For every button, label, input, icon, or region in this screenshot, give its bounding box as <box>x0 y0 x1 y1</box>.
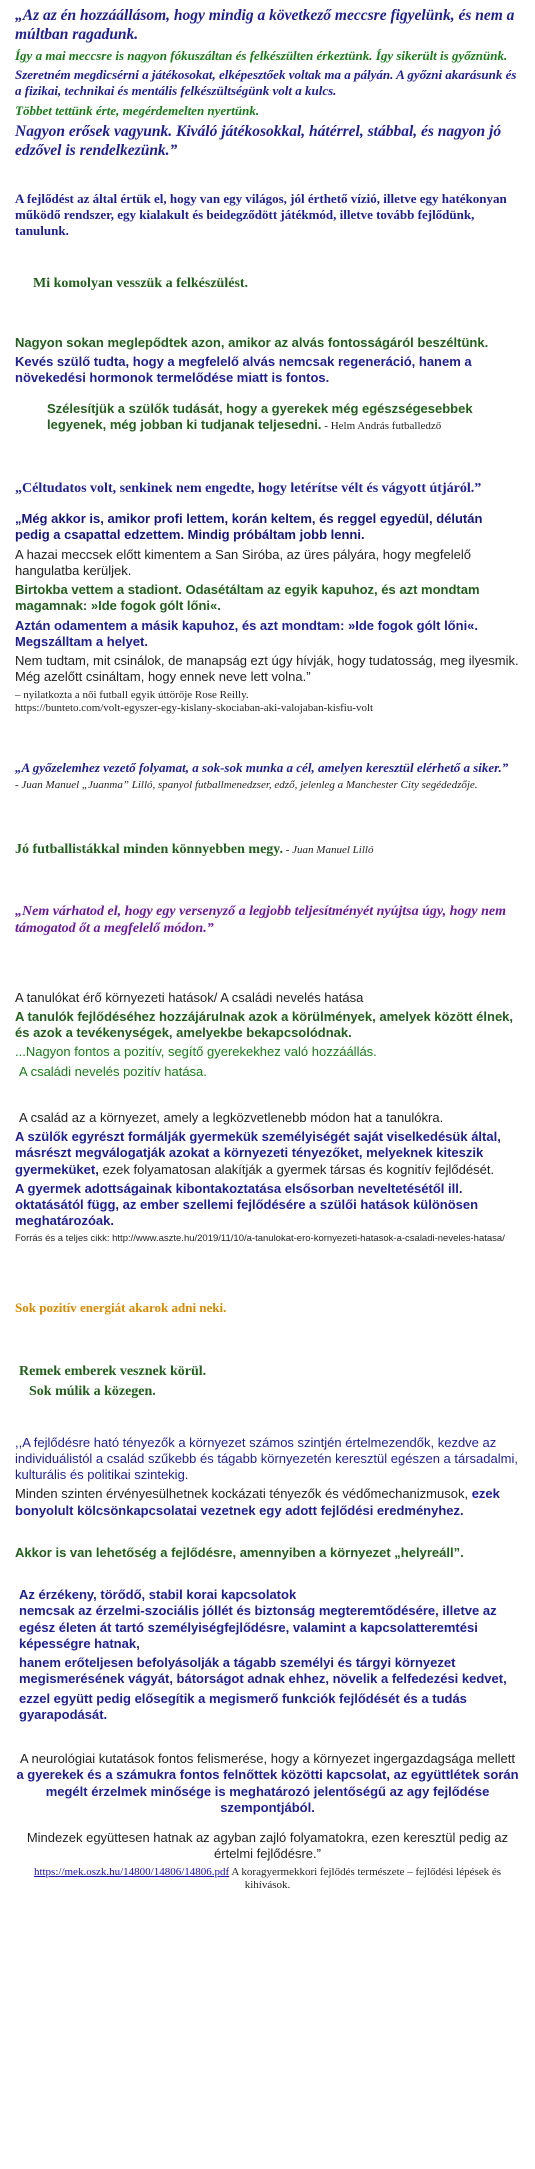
reilly-line: A hazai meccsek előtt kimentem a San Siróba, az üres pályára, hogy megfelelő hangulatba kerüljek. <box>15 546 471 578</box>
relationships-line: nemcsak az érzelmi-szociális jóllét és biztonság megteremtődésére, illetve az egész életen át tartó személyiségfejlődésre, valamint a kapcsolatteremtési képességre hatnak, <box>19 1603 497 1651</box>
reilly-block <box>15 480 520 717</box>
reilly-attribution: – nyilatkozta a női futball egyik úttörője Rose Reilly. <box>15 688 249 701</box>
factors-line <box>15 1486 520 1519</box>
factors-block <box>15 1435 520 1519</box>
lillo-players-quote: Jó futballistákkal minden könnyebben megy. <box>15 842 284 857</box>
neuro-emphasis: a gyerekek és a számukra fontos felnőttek közötti kapcsolat, az együttlétek során megélt érzelmek minősége is meghatározó jelentőségű az agy fejlődése szempontjából. <box>16 1767 519 1815</box>
reilly-source-url: https://bunteto.com/volt-egyszer-egy-kislany-skociaban-aki-valojaban-kisfiu-volt <box>15 702 374 715</box>
lillo-players-block <box>15 841 520 859</box>
lillo-quote: „A győzelemhez vezető folyamat, a sok-sok munka a cél, amelyen keresztül elérhető a siker.” <box>15 760 509 775</box>
sleep-attribution: - Helm András futballedző <box>321 419 442 432</box>
relationships-line: hanem erőteljesen befolyásolják a tágabb személyi és tárgyi környezet megismerésének vágyát, bátorságot adnak ehhez, növelik a felfedezési kedvet, <box>19 1655 507 1687</box>
reilly-headline: „Céltudatos volt, senkinek nem engedte, hogy letérítse vélt és vágyott útjáról.” <box>15 480 482 496</box>
people-block <box>15 1363 520 1401</box>
relationships-line: ezzel együtt pedig elősegítik a megismerő funkciók fejlődését és a tudás gyarapodását. <box>19 1690 467 1722</box>
support-quote-block <box>15 903 520 938</box>
family-source: Forrás és a teljes cikk: http://www.aszte.hu/2019/11/10/a-tanulokat-ero-kornyezeti-hatasok-a-csaladi-neveles-hatasa/ <box>15 1232 505 1244</box>
relationships-block <box>15 1587 520 1723</box>
paragraph-text: A fejlődést az által értük el, hogy van egy világos, jól érthető vízió, illetve egy hatékonyan működő rendszer, egy kialakult és beidegződött játékmód, illetve tovább fejlődünk, tanulunk. <box>15 190 507 238</box>
lillo-process-block <box>15 760 520 793</box>
family-block <box>15 1110 520 1245</box>
quote-line: „Az az én hozzáállásom, hogy mindig a következő meccsre figyelünk, és nem a múltban ragadunk. <box>15 7 515 44</box>
family-line: A gyermek adottságainak kibontakoztatása elsősorban neveltetésétől ill. oktatásától függ, az ember szellemi fejlődésére a szülői hatások különösen meghatározóak. <box>15 1180 479 1229</box>
reilly-line: Birtokba vettem a stadiont. Odasétáltam az egyik kapuhoz, és azt mondtam magamnak: »Ide fogok gólt lőni«. <box>15 582 480 614</box>
sleep-line: Kevés szülő tudta, hogy a megfelelő alvás nemcsak regeneráció, hanem a növekedési hormonok termelődése miatt is fontos. <box>15 354 472 386</box>
environment-line: A tanulók fejlődéséhez hozzájárulnak azok a körülmények, amelyek között élnek, és azok a tevékenységek, amelyekbe bekapcsolódnak. <box>15 1008 514 1040</box>
neuro-source <box>15 1866 520 1894</box>
quote-line: Így a mai meccsre is nagyon fókuszáltan és felkészülten érkeztünk. Így sikerült is győznünk. <box>15 47 508 63</box>
family-text: ezek folyamatosan alakítják a gyermek társas és kognitív fejlődését. <box>98 1161 495 1177</box>
reilly-line: Nem tudtam, mit csinálok, de manapság ezt úgy hívják, hogy tudatosság, meg ilyesmik. Még azelőtt csináltam, hogy ennek neve lett volna.” <box>15 653 519 685</box>
sleep-block <box>15 335 520 434</box>
development-paragraph <box>15 191 520 240</box>
preparation-statement <box>15 275 520 293</box>
energy-block <box>15 1300 520 1316</box>
environment-line: ...Nagyon fontos a pozitív, segítő gyerekekhez való hozzáállás. <box>15 1044 377 1060</box>
quote-line: Nagyon erősek vagyunk. Kiváló játékosokkal, hátérrel, stábbal, és nagyon jó edzővel is rendelkezünk.” <box>15 122 502 160</box>
environment-block <box>15 990 520 1080</box>
factors-emphasis: ezek bonyolult kölcsönkapcsolatai vezetnek egy adott fejlődési eredményhez. <box>15 1486 500 1518</box>
neuro-summary: Mindezek együttesen hatnak az agyban zajló folyamatokra, ezen keresztül pedig az értelmi fejlődésre.” <box>26 1830 509 1862</box>
people-line: Sok múlik a közegen. <box>29 1384 156 1400</box>
factors-text: Minden szinten érvényesülhetnek kockázati tényezők és védőmechanizmusok, <box>15 1486 472 1502</box>
restore-block <box>15 1545 520 1561</box>
neuro-block <box>15 1751 520 1893</box>
lillo-players-attribution: - Juan Manuel Lilló <box>283 844 374 856</box>
family-line: A család az a környezet, amely a legközvetlenebb módon hat a tanulókra. <box>19 1109 444 1125</box>
environment-line: A családi nevelés pozitív hatása. <box>19 1063 207 1079</box>
statement-text: Mi komolyan vesszük a felkészülést. <box>33 276 249 292</box>
energy-text: Sok pozitív energiát akarok adni neki. <box>15 1300 227 1316</box>
lillo-players-line <box>15 841 520 859</box>
family-line <box>15 1129 520 1178</box>
support-quote: „Nem várhatod el, hogy egy versenyző a legjobb teljesítményét nyújtsa úgy, hogy nem támogatod őt a megfelelő módon.” <box>15 903 506 936</box>
sleep-line: Nagyon sokan meglepődtek azon, amikor az alvás fontosságáról beszéltünk. <box>15 334 489 350</box>
people-line: Remek emberek vesznek körül. <box>19 1363 207 1379</box>
mek-source-link[interactable]: https://mek.oszk.hu/14800/14806/14806.pdf <box>33 1865 230 1878</box>
quote-line: Szeretném megdicsérni a játékosokat, elképesztőek voltak ma a pályán. A győzni akarásunk és a fizikai, technikai és mentális felkészültségünk volt a kulcs. <box>15 67 517 99</box>
family-emphasis: A szülők egyrészt formálják gyermekük személyiségét saját viselkedésük által, másrészt megválogatják azokat a környezeti tényezőket, melyeknek kiteszik gyermeküket, <box>15 1129 501 1177</box>
sleep-quote: Szélesítjük a szülők tudását, hogy a gyerekek még egészségesebbek legyenek, még jobban ki tudjanak teljesedni. <box>47 400 473 432</box>
factors-line: ,,A fejlődésre ható tényezők a környezet számos szintjén értelmezendők, kezdve az individuálistól a család szűkebb és tágabb környezetén keresztül egészen a társadalmi, kulturális és politikai szintekig. <box>15 1434 518 1483</box>
reilly-line: Aztán odamentem a másik kapuhoz, és azt mondtam: »Ide fogok gólt lőni«. Megszálltam a helyet. <box>15 617 479 649</box>
restore-text: Akkor is van lehetőség a fejlődésre, amennyiben a környezet „helyreáll”. <box>15 1544 464 1560</box>
quote-line: Többet tettünk érte, megérdemelten nyertünk. <box>15 102 260 118</box>
neuro-text: A neurológiai kutatások fontos felismerése, hogy a környezet ingergazdagsága mellett <box>19 1751 515 1767</box>
neuro-line <box>15 1751 520 1816</box>
relationships-line: Az érzékeny, törődő, stabil korai kapcsolatok <box>19 1587 297 1603</box>
neuro-source-title: A koragyermekkori fejlődés természete – fejlődési lépések és kihívások. <box>229 1865 502 1892</box>
quote-block-match <box>15 6 520 161</box>
reilly-line: „Még akkor is, amikor profi lettem, korán keltem, és reggel egyedül, délután pedig a csapattal edzettem. Mindig próbáltam jobb lenni. <box>15 511 483 543</box>
lillo-attribution: - Juan Manuel „Juanma” Lilló, spanyol futballmenedzser, edző, jelenleg a Manchester City segédedzője. <box>15 779 478 792</box>
sleep-line <box>15 401 520 434</box>
environment-title: A tanulókat érő környezeti hatások/ A családi nevelés hatása <box>15 989 364 1005</box>
